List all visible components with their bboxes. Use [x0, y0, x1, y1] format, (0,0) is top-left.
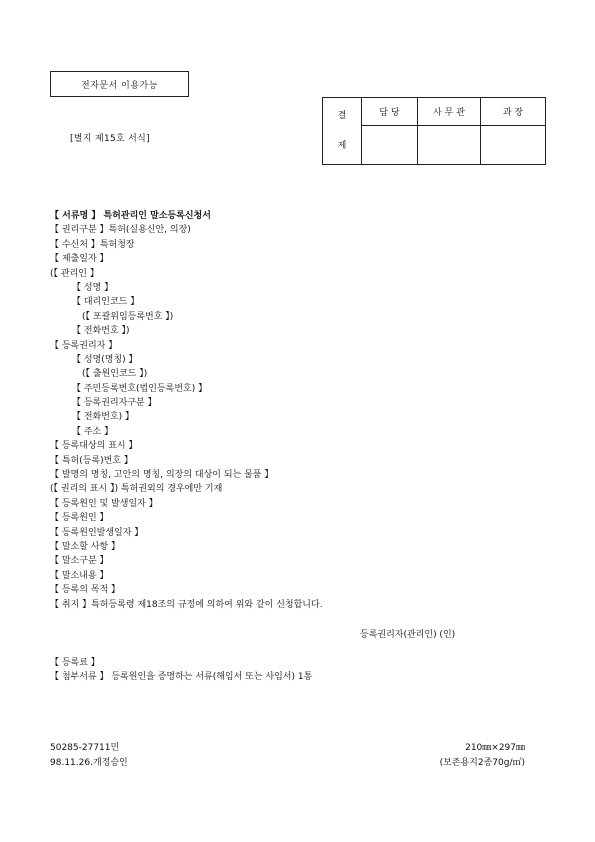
form-line: 【 성명 】 — [72, 282, 114, 293]
signature-line: 등록권리자(관리인) (인) — [360, 630, 456, 640]
approval-col-director: 과 장 — [481, 98, 546, 126]
approval-sign-officer — [418, 126, 481, 165]
approval-table — [322, 97, 546, 165]
form-line: 【 등록권리자구분 】 — [72, 398, 157, 409]
form-line: 【 말소내용 】 — [50, 570, 109, 581]
form-line: 【 수신처 】특허청장 — [50, 239, 135, 250]
paper-size: 210㎜×297㎜ — [465, 743, 525, 753]
form-line: 【 전화번호 】) — [72, 326, 130, 337]
footer-left — [50, 741, 128, 771]
form-line: 【 등록대상의 표시 】 — [50, 441, 138, 452]
fee-section — [50, 656, 312, 685]
form-line: 【 주소 】 — [72, 426, 114, 437]
approval-col-staff: 담 당 — [362, 98, 418, 126]
form-number: [별지 제15호 서식] — [70, 134, 150, 144]
form-line: 【 제출일자 】 — [50, 254, 109, 265]
electronic-document-stamp: 전자문서 이용가능 — [50, 71, 189, 97]
form-line: (【 관리인 】 — [50, 268, 99, 279]
form-line: 【 권리구분 】특허(실용신안, 의장) — [50, 225, 191, 236]
approval-sign-director — [481, 126, 546, 165]
approval-side-bottom: 제 — [337, 141, 347, 151]
form-line: 【 취지 】특허등록령 제18조의 규정에 의하여 위와 같이 신청합니다. — [50, 599, 323, 610]
form-line: 【 등록의 목적 】 — [50, 585, 121, 596]
form-line: 【 발명의 명칭, 고안의 명칭, 의장의 대상이 되는 물품 】 — [50, 470, 274, 481]
approval-side-cell — [323, 98, 362, 165]
form-fields — [50, 209, 323, 612]
approval-side-top: 결 — [337, 111, 347, 121]
form-line: 【 전화번호) 】 — [72, 412, 135, 423]
form-line: 【 특허(등록)번호 】 — [50, 455, 133, 466]
form-line: (【 권리의 표시 】) 특허권외의 경우에만 기재 — [50, 484, 223, 495]
form-line: 【 서류명 】 특허관리인 말소등록신청서 — [50, 211, 211, 221]
paper-type: (보존용지2종70g/㎡) — [439, 758, 525, 768]
approval-sign-staff — [362, 126, 418, 165]
form-line: 【 등록권리자 】 — [50, 340, 118, 351]
form-line: 【 말소구분 】 — [50, 556, 109, 567]
form-line: 【 말소할 사항 】 — [50, 541, 121, 552]
attachment-line: 【 첨부서류 】 등록원인을 증명하는 서류(해임서 또는 사임서) 1통 — [50, 672, 313, 683]
fee-line: 【 등록료 】 — [50, 658, 100, 668]
form-line: 【 등록원인 】 — [50, 513, 109, 524]
form-line: 【 주민등록번호(법인등록번호) 】 — [72, 383, 208, 394]
footer-right — [420, 741, 525, 771]
form-code: 50285-27711민 — [50, 743, 120, 753]
form-line: 【 성명(명칭) 】 — [72, 354, 138, 365]
form-line: (【 포괄위임등록번호 】) — [82, 311, 174, 322]
form-line: 【 대리인코드 】 — [72, 297, 140, 308]
form-line: (【 출원인코드 】) — [82, 369, 148, 380]
form-line: 【 등록원인 및 발생일자 】 — [50, 498, 158, 509]
approval-col-officer: 사 무 관 — [418, 98, 481, 126]
form-line: 【 등록원인발생일자 】 — [50, 527, 144, 538]
approval-date: 98.11.26.개정승인 — [50, 758, 128, 768]
